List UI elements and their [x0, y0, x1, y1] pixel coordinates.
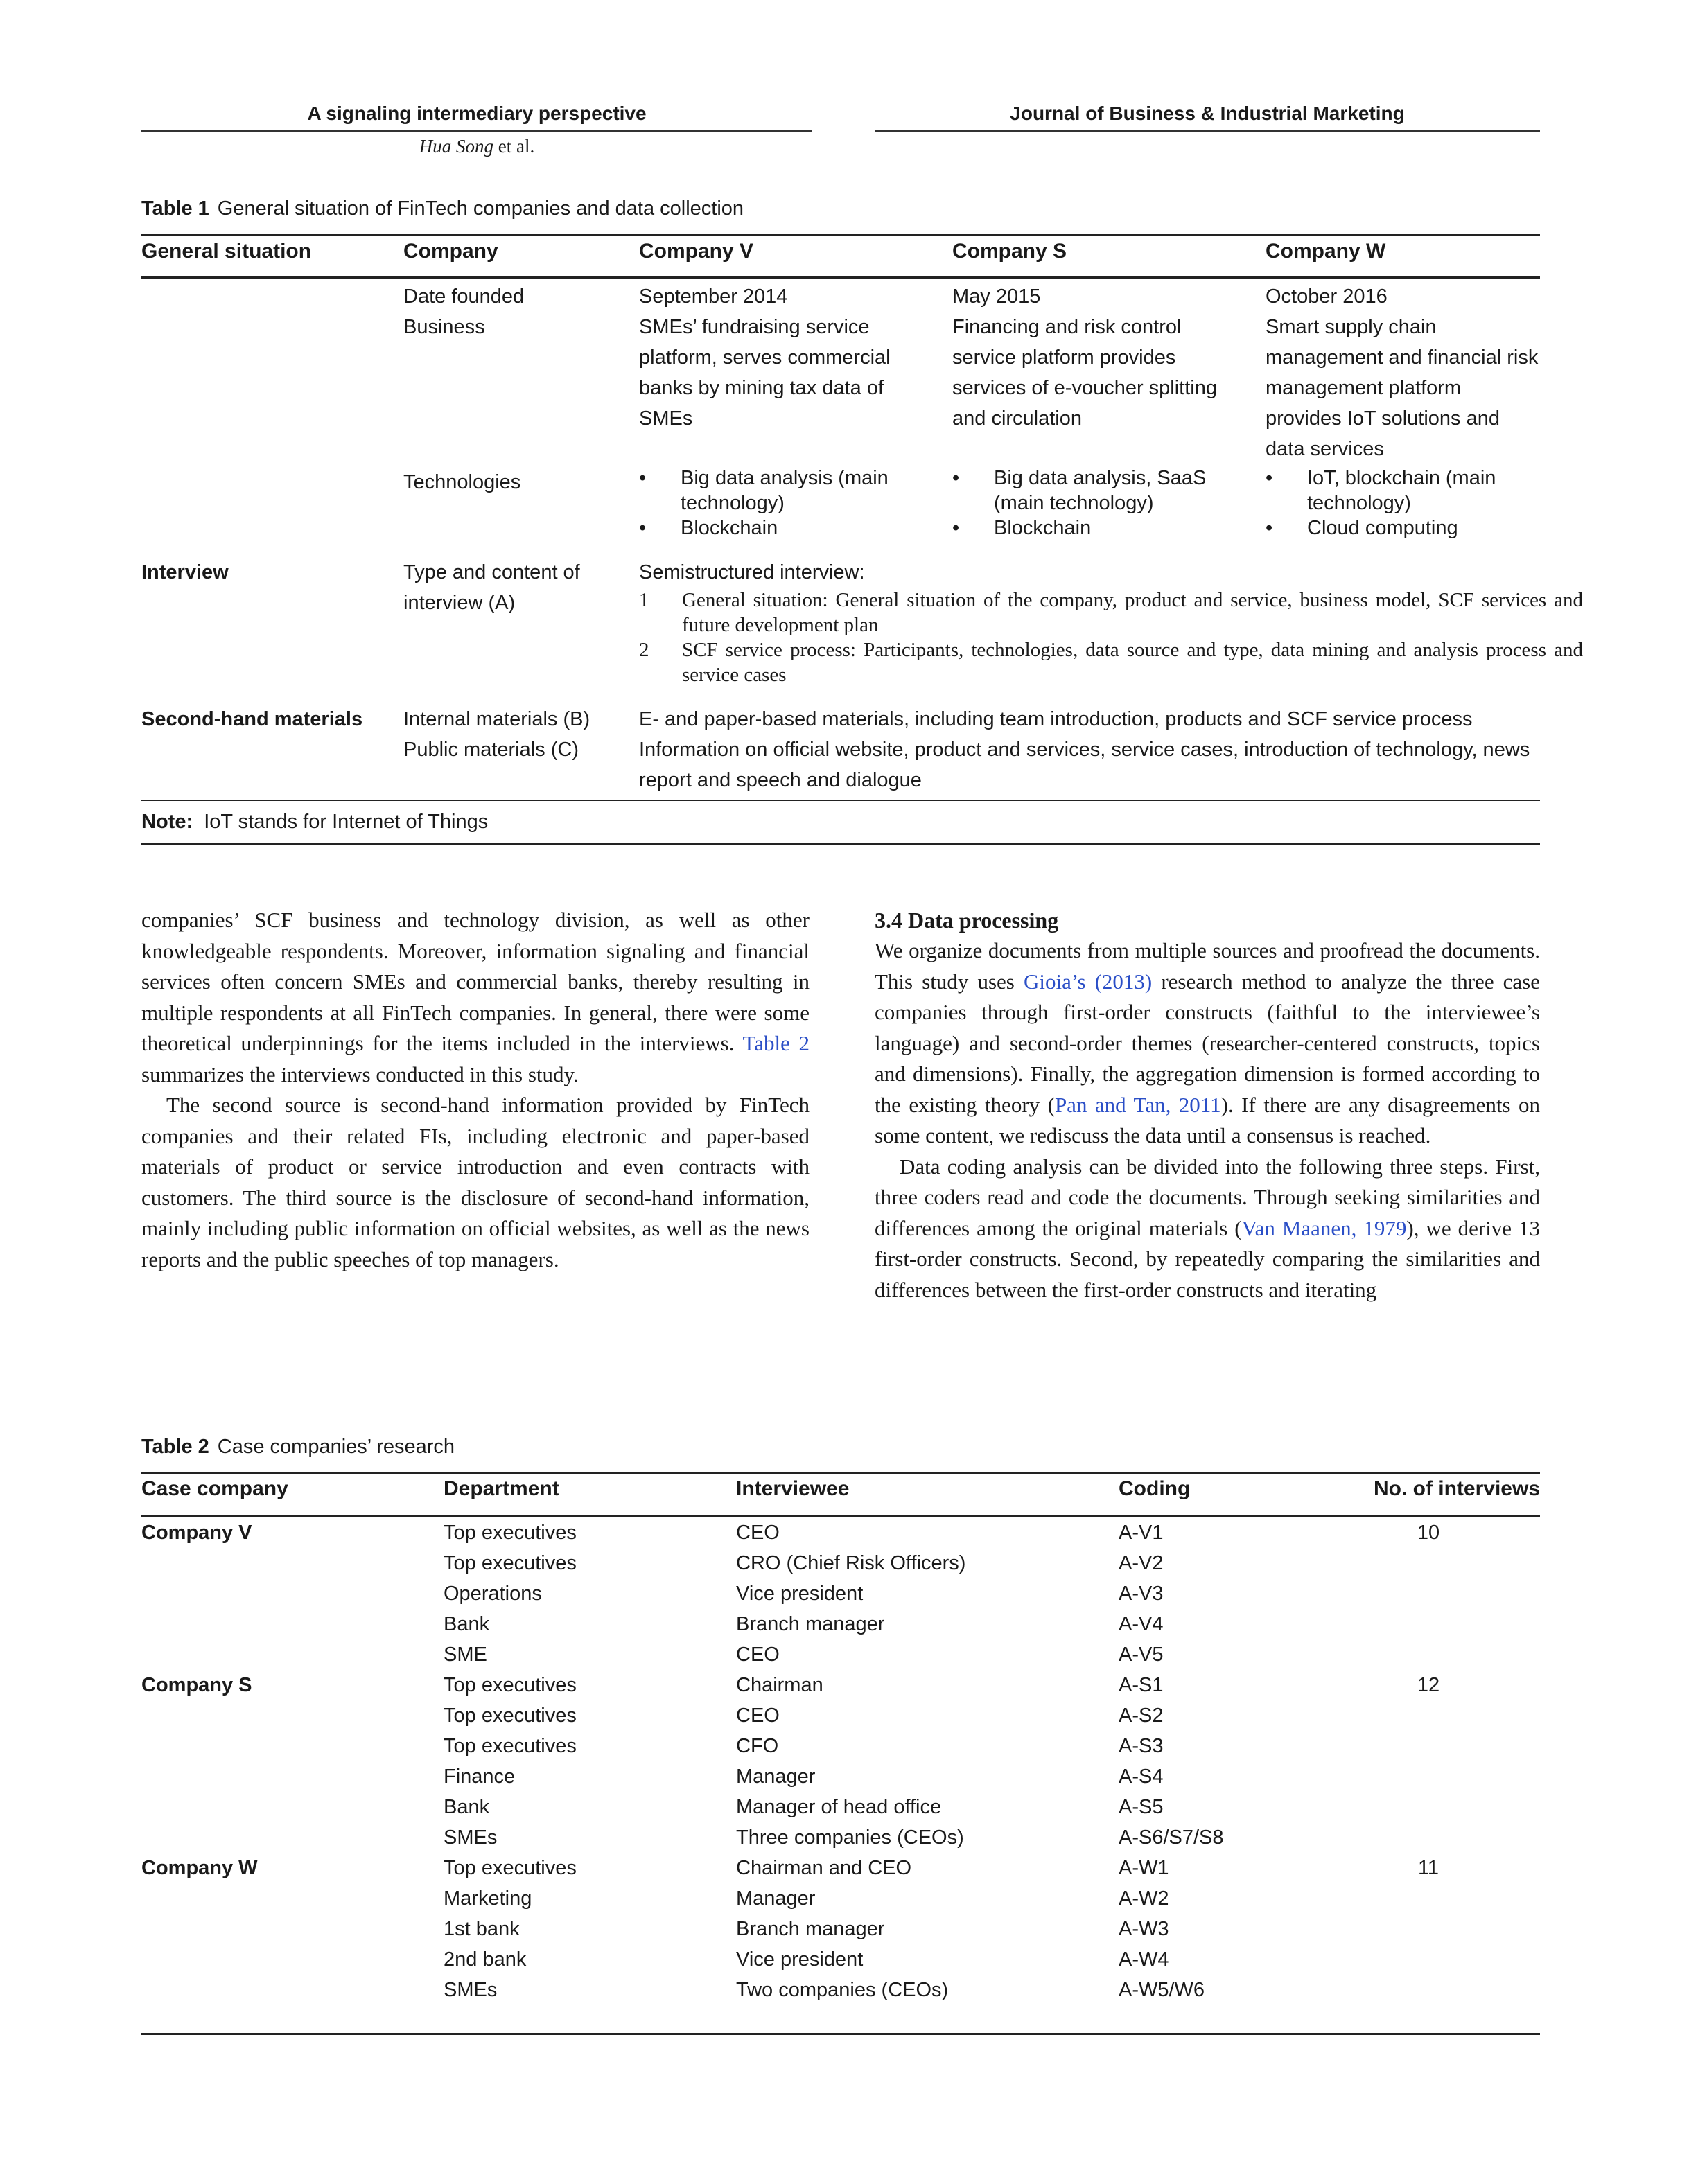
body-column-left: [141, 905, 810, 1275]
table1-caption: [141, 197, 744, 220]
table2-interviewee: CFO: [736, 1735, 779, 1757]
body-text: ). If there are any disagreements on some content, we rediscuss the data until a consensus is reached.: [875, 1092, 1540, 1147]
business-company-v: [639, 312, 930, 434]
tech-s-item: Blockchain: [994, 517, 1092, 539]
table2-coding: A-S6/S7/S8: [1119, 1826, 1224, 1849]
table2-caption: [141, 1436, 455, 1459]
business-s-line: services of e-voucher splitting: [952, 377, 1217, 399]
header-rule-right: [875, 130, 1540, 132]
citation-gioia[interactable]: Gioia’s (2013): [1023, 969, 1153, 994]
table2-department: SMEs: [444, 1979, 498, 2001]
table2-company-name: Company S: [141, 1674, 252, 1696]
author-name: Hua Song: [419, 136, 493, 157]
table2-header-interviewee: Interviewee: [736, 1477, 850, 1500]
business-v-line: SMEs: [639, 407, 693, 430]
body-text: companies’ SCF business and technology division, as well as other knowledgeable respondents. Moreover, information signaling and financial services often concern SMEs and commercial banks, thereby resulting in multiple respondents at all FinTech companies. In general, there were some theoretical underpinnings for the items included in the interviews.: [141, 908, 810, 1055]
section-label-second-hand: Second-hand materials: [141, 708, 363, 730]
table1-note: [141, 807, 488, 837]
body-column-right: [875, 905, 1540, 1305]
table2-coding: A-S4: [1119, 1765, 1164, 1788]
table2-interview-count: 10: [1417, 1522, 1440, 1544]
table2-interviewee: Chairman: [736, 1674, 823, 1696]
body-right-paragraph-1: [875, 935, 1540, 1152]
table1-caption-text: General situation of FinTech companies and data collection: [217, 197, 744, 220]
body-right-paragraph-2: [875, 1152, 1540, 1306]
table2-coding: A-V3: [1119, 1583, 1164, 1605]
business-w-line: Smart supply chain: [1266, 316, 1437, 338]
table2-coding: A-W3: [1119, 1918, 1169, 1940]
citation-van-maanen[interactable]: Van Maanen, 1979: [1241, 1215, 1407, 1240]
table2-link[interactable]: Table 2: [742, 1031, 810, 1055]
table1-header-company-v: Company V: [639, 240, 754, 263]
author-line: [141, 136, 812, 157]
table2-interview-count: 11: [1417, 1857, 1439, 1879]
internal-materials-text: E- and paper-based materials, including team introduction, products and SCF service process: [639, 708, 1473, 730]
business-s-line: and circulation: [952, 407, 1082, 430]
body-text: Data coding analysis can be divided into the following three steps. First, three coders read and code the documents. Through seeking similarities and differences among the original materials (: [875, 1154, 1540, 1240]
body-text: We organize documents from multiple sources and proofread the documents. This study uses: [875, 938, 1540, 994]
table2-department: Top executives: [444, 1522, 577, 1544]
table2-top-rule: [141, 1472, 1540, 1474]
table1-note-rule: [141, 800, 1540, 801]
business-w-line: provides IoT solutions and: [1266, 407, 1500, 430]
table2-department: Operations: [444, 1583, 542, 1605]
table2-header-rule: [141, 1515, 1540, 1517]
citation-pan-tan[interactable]: Pan and Tan, 2011: [1054, 1092, 1221, 1117]
table2-interviewee: CEO: [736, 1705, 780, 1727]
table2-department: Top executives: [444, 1857, 577, 1879]
table2-interviewee: CEO: [736, 1522, 780, 1544]
business-s-line: service platform provides: [952, 346, 1176, 369]
table2-coding: A-V5: [1119, 1644, 1164, 1666]
table2-header-department: Department: [444, 1477, 559, 1500]
row-label-date-founded: Date founded: [403, 285, 525, 308]
tech-s-item: Big data analysis, SaaS (main technology): [994, 467, 1207, 514]
table2-department: 1st bank: [444, 1918, 520, 1940]
table2-department: Top executives: [444, 1735, 577, 1757]
business-w-line: management platform: [1266, 377, 1462, 399]
body-left-paragraph-1: [141, 905, 810, 1090]
body-text: ), we derive 13 first-order constructs. Second, by repeatedly comparing the similarities and differences between the first-order constructs and iterating: [875, 1215, 1540, 1302]
table2-department: Bank: [444, 1796, 490, 1818]
table1-header-company: Company: [403, 240, 498, 263]
author-suffix: et al.: [493, 136, 535, 157]
table2-interviewee: Manager: [736, 1765, 816, 1788]
table2-header-no-interviews: No. of interviews: [1373, 1477, 1540, 1500]
note-text: IoT stands for Internet of Things: [204, 811, 489, 833]
table1-header-company-w: Company W: [1266, 240, 1386, 263]
table2-coding: A-W1: [1119, 1857, 1169, 1879]
row-label-business: Business: [403, 316, 485, 338]
tech-w-item: IoT, blockchain (main technology): [1307, 467, 1496, 514]
table2-department: 2nd bank: [444, 1948, 527, 1971]
table2-coding: A-W5/W6: [1119, 1979, 1205, 2001]
table2-label: Table 2: [141, 1436, 209, 1458]
table2-coding: A-W4: [1119, 1948, 1169, 1971]
table1-bottom-rule: [141, 843, 1540, 845]
interview-item-text: General situation: General situation of the company, product and service, business model, SCF services and future development plan: [682, 589, 1583, 636]
note-label: Note:: [141, 811, 193, 833]
table2-department: Bank: [444, 1613, 490, 1635]
table2-coding: A-V2: [1119, 1552, 1164, 1574]
table1-header-rule: [141, 276, 1540, 279]
header-rule-left: [141, 130, 812, 132]
table2-department: Top executives: [444, 1705, 577, 1727]
table2-company-name: Company V: [141, 1522, 252, 1544]
interview-item-text: SCF service process: Participants, technologies, data source and type, data mining and analysis process and service cases: [682, 639, 1583, 686]
table2-coding: A-S1: [1119, 1674, 1164, 1696]
table2-caption-text: Case companies’ research: [217, 1436, 455, 1458]
date-company-s: May 2015: [952, 285, 1041, 308]
public-materials-text: Information on official website, product and services, service cases, introduction of technology, news report and speech and dialogue: [639, 739, 1530, 791]
table2-coding: A-S2: [1119, 1705, 1164, 1727]
table2-department: Top executives: [444, 1552, 577, 1574]
table2-coding: A-W2: [1119, 1887, 1169, 1910]
interview-item-number: 2: [639, 639, 649, 661]
table2-interview-count: 12: [1417, 1674, 1440, 1696]
business-company-w: [1266, 312, 1543, 464]
row-label-internal-materials: Internal materials (B): [403, 708, 590, 730]
table2-interviewee: Vice president: [736, 1583, 864, 1605]
section-heading-data-processing: 3.4 Data processing: [875, 908, 1059, 933]
section-label-interview: Interview: [141, 561, 229, 583]
business-s-line: Financing and risk control: [952, 316, 1182, 338]
table2-interviewee: CEO: [736, 1644, 780, 1666]
table2-department: SMEs: [444, 1826, 498, 1849]
tech-v-item: Big data analysis (main technology): [681, 467, 889, 514]
table1-header-company-s: Company S: [952, 240, 1067, 263]
row-label-public-materials: Public materials (C): [403, 739, 579, 761]
date-company-v: September 2014: [639, 285, 788, 308]
table2-coding: A-S3: [1119, 1735, 1164, 1757]
tech-v-item: Blockchain: [681, 517, 778, 539]
table1-top-rule: [141, 234, 1540, 236]
table2-interviewee: CRO (Chief Risk Officers): [736, 1552, 966, 1574]
table2-interviewee: Branch manager: [736, 1918, 885, 1940]
row-label-interview-type: Type and content of interview (A): [403, 561, 580, 614]
table2-interviewee: Vice president: [736, 1948, 864, 1971]
table2-interviewee: Three companies (CEOs): [736, 1826, 964, 1849]
date-company-w: October 2016: [1266, 285, 1388, 308]
business-v-line: platform, serves commercial: [639, 346, 891, 369]
table1-label: Table 1: [141, 197, 209, 220]
row-label-technologies: Technologies: [403, 471, 521, 493]
table1-header-general: General situation: [141, 240, 312, 263]
table2-company-name: Company W: [141, 1857, 258, 1879]
table2-department: Top executives: [444, 1674, 577, 1696]
business-company-s: [952, 312, 1243, 434]
table2-coding: A-V4: [1119, 1613, 1164, 1635]
business-v-line: SMEs’ fundraising service: [639, 316, 870, 338]
table2-department: Finance: [444, 1765, 516, 1788]
table2-department: SME: [444, 1644, 487, 1666]
table2-interviewee: Chairman and CEO: [736, 1857, 912, 1879]
body-text: summarizes the interviews conducted in this study.: [141, 1062, 579, 1086]
table2-header-case-company: Case company: [141, 1477, 288, 1500]
running-header-left: A signaling intermediary perspective: [307, 103, 647, 124]
table2-interviewee: Manager: [736, 1887, 816, 1910]
table2-bottom-rule: [141, 2033, 1540, 2035]
running-header-journal: Journal of Business & Industrial Marketing: [1010, 103, 1405, 124]
business-v-line: banks by mining tax data of: [639, 377, 884, 399]
table2-interviewee: Manager of head office: [736, 1796, 942, 1818]
business-w-line: data services: [1266, 438, 1384, 460]
interview-intro: Semistructured interview:: [639, 561, 865, 583]
interview-item-number: 1: [639, 589, 649, 611]
tech-w-item: Cloud computing: [1307, 517, 1458, 539]
body-text: research method to analyze the three case companies through first-order constructs (faithful to the interviewee’s language) and second-order themes (researcher-centered constructs, topics and dimensions). Finally, the aggregation dimension is formed according to the existing theory (: [875, 969, 1541, 1117]
table2-interviewee: Branch manager: [736, 1613, 885, 1635]
business-w-line: management and financial risk: [1266, 346, 1539, 369]
table2-coding: A-V1: [1119, 1522, 1164, 1544]
table2-interviewee: Two companies (CEOs): [736, 1979, 949, 2001]
table2-coding: A-S5: [1119, 1796, 1164, 1818]
table2-header-coding: Coding: [1119, 1477, 1191, 1500]
body-left-paragraph-2: The second source is second-hand information provided by FinTech companies and their related FIs, including electronic and paper-based materials of product or service introduction and even contracts with customers. The third source is the disclosure of second-hand information, mainly including public information on official websites, as well as the news reports and the public speeches of top managers.: [141, 1093, 810, 1271]
table2-department: Marketing: [444, 1887, 532, 1910]
